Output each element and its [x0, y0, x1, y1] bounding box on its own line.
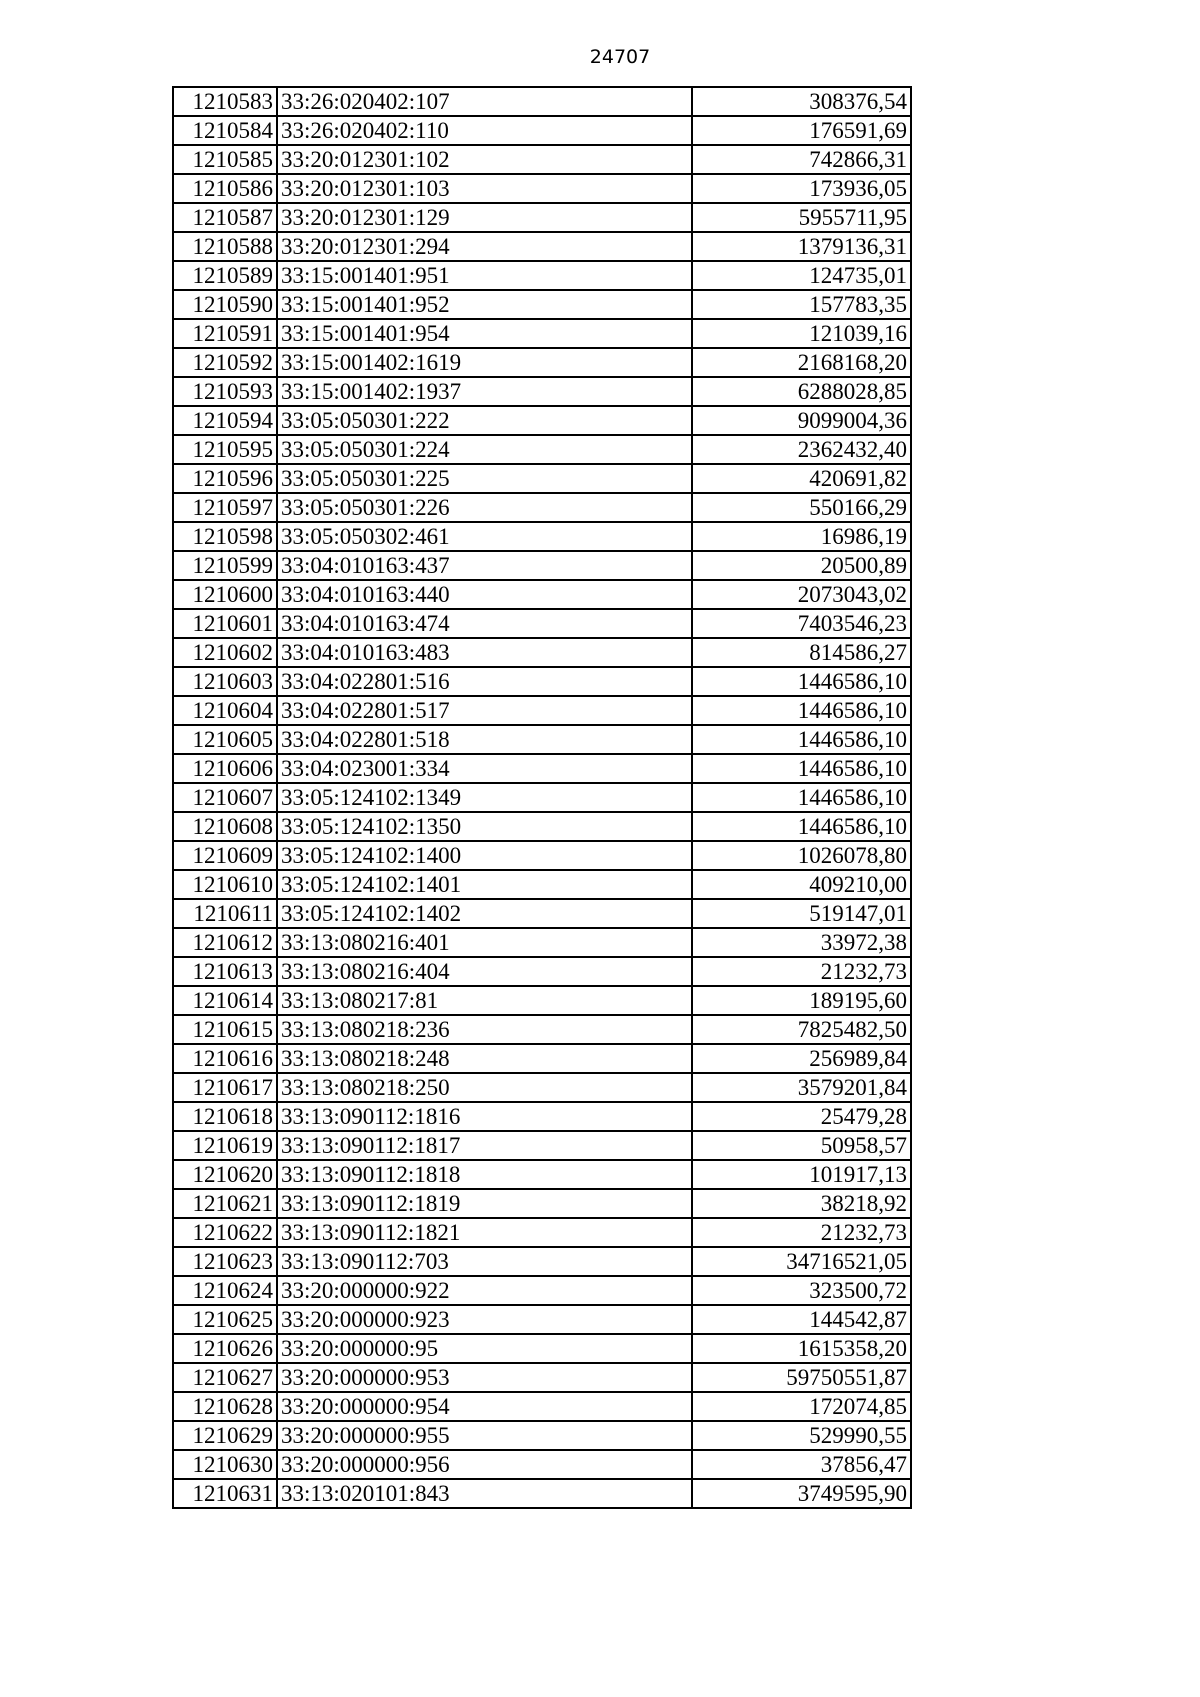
cadastral-value-cell: 173936,05: [692, 174, 911, 203]
cadastral-value-table: [172, 86, 912, 1509]
table-row: [173, 1305, 911, 1334]
table-row: [173, 1450, 911, 1479]
table-row: [173, 1363, 911, 1392]
row-id-cell: 1210625: [173, 1305, 277, 1334]
cadastral-value-cell: 2362432,40: [692, 435, 911, 464]
cadastral-value-cell: 323500,72: [692, 1276, 911, 1305]
table-row: [173, 319, 911, 348]
row-id-cell: 1210596: [173, 464, 277, 493]
cadastral-value-cell: 742866,31: [692, 145, 911, 174]
cadastral-number-cell: 33:15:001401:954: [277, 319, 692, 348]
table-row: [173, 580, 911, 609]
row-id-cell: 1210630: [173, 1450, 277, 1479]
cadastral-value-cell: 1446586,10: [692, 783, 911, 812]
cadastral-number-cell: 33:05:050301:226: [277, 493, 692, 522]
cadastral-value-cell: 21232,73: [692, 957, 911, 986]
cadastral-value-cell: 189195,60: [692, 986, 911, 1015]
cadastral-number-cell: 33:13:090112:703: [277, 1247, 692, 1276]
cadastral-number-cell: 33:13:090112:1821: [277, 1218, 692, 1247]
cadastral-value-cell: 124735,01: [692, 261, 911, 290]
cadastral-number-cell: 33:05:050301:222: [277, 406, 692, 435]
table-row: [173, 1044, 911, 1073]
cadastral-value-cell: 157783,35: [692, 290, 911, 319]
cadastral-value-cell: 7825482,50: [692, 1015, 911, 1044]
cadastral-number-cell: 33:26:020402:110: [277, 116, 692, 145]
table-row: [173, 406, 911, 435]
cadastral-number-cell: 33:13:020101:843: [277, 1479, 692, 1508]
cadastral-number-cell: 33:20:000000:954: [277, 1392, 692, 1421]
cadastral-value-cell: 420691,82: [692, 464, 911, 493]
cadastral-value-cell: 7403546,23: [692, 609, 911, 638]
cadastral-value-cell: 38218,92: [692, 1189, 911, 1218]
row-id-cell: 1210594: [173, 406, 277, 435]
table-row: [173, 522, 911, 551]
cadastral-number-cell: 33:13:080218:250: [277, 1073, 692, 1102]
table-row: [173, 870, 911, 899]
table-body: [173, 87, 911, 1508]
cadastral-value-cell: 1446586,10: [692, 667, 911, 696]
row-id-cell: 1210608: [173, 812, 277, 841]
cadastral-number-cell: 33:04:010163:474: [277, 609, 692, 638]
row-id-cell: 1210621: [173, 1189, 277, 1218]
row-id-cell: 1210602: [173, 638, 277, 667]
table-row: [173, 841, 911, 870]
table-row: [173, 174, 911, 203]
cadastral-value-cell: 21232,73: [692, 1218, 911, 1247]
row-id-cell: 1210605: [173, 725, 277, 754]
cadastral-value-cell: 1446586,10: [692, 725, 911, 754]
row-id-cell: 1210619: [173, 1131, 277, 1160]
row-id-cell: 1210600: [173, 580, 277, 609]
table-row: [173, 928, 911, 957]
table-row: [173, 1189, 911, 1218]
page-number: 24707: [589, 46, 651, 68]
cadastral-value-cell: 529990,55: [692, 1421, 911, 1450]
cadastral-value-cell: 9099004,36: [692, 406, 911, 435]
cadastral-number-cell: 33:13:080216:401: [277, 928, 692, 957]
cadastral-number-cell: 33:20:012301:129: [277, 203, 692, 232]
table-row: [173, 1334, 911, 1363]
cadastral-number-cell: 33:04:023001:334: [277, 754, 692, 783]
row-id-cell: 1210611: [173, 899, 277, 928]
row-id-cell: 1210595: [173, 435, 277, 464]
cadastral-value-cell: 1446586,10: [692, 812, 911, 841]
cadastral-value-cell: 20500,89: [692, 551, 911, 580]
cadastral-number-cell: 33:26:020402:107: [277, 87, 692, 116]
table-row: [173, 957, 911, 986]
row-id-cell: 1210616: [173, 1044, 277, 1073]
cadastral-value-cell: 1615358,20: [692, 1334, 911, 1363]
table-row: [173, 696, 911, 725]
row-id-cell: 1210585: [173, 145, 277, 174]
table-row: [173, 203, 911, 232]
row-id-cell: 1210588: [173, 232, 277, 261]
table-row: [173, 464, 911, 493]
cadastral-value-cell: 121039,16: [692, 319, 911, 348]
row-id-cell: 1210591: [173, 319, 277, 348]
cadastral-value-cell: 6288028,85: [692, 377, 911, 406]
cadastral-value-cell: 50958,57: [692, 1131, 911, 1160]
table-row: [173, 551, 911, 580]
table-row: [173, 435, 911, 464]
cadastral-value-cell: 5955711,95: [692, 203, 911, 232]
cadastral-value-cell: 1446586,10: [692, 754, 911, 783]
table-row: [173, 1247, 911, 1276]
table-row: [173, 145, 911, 174]
cadastral-number-cell: 33:04:022801:516: [277, 667, 692, 696]
row-id-cell: 1210609: [173, 841, 277, 870]
cadastral-number-cell: 33:05:050301:225: [277, 464, 692, 493]
cadastral-value-cell: 37856,47: [692, 1450, 911, 1479]
row-id-cell: 1210615: [173, 1015, 277, 1044]
cadastral-value-cell: 25479,28: [692, 1102, 911, 1131]
row-id-cell: 1210618: [173, 1102, 277, 1131]
cadastral-number-cell: 33:04:022801:517: [277, 696, 692, 725]
cadastral-value-cell: 550166,29: [692, 493, 911, 522]
row-id-cell: 1210626: [173, 1334, 277, 1363]
cadastral-number-cell: 33:13:090112:1819: [277, 1189, 692, 1218]
cadastral-value-cell: 1379136,31: [692, 232, 911, 261]
cadastral-number-cell: 33:13:080217:81: [277, 986, 692, 1015]
table-row: [173, 261, 911, 290]
cadastral-number-cell: 33:20:000000:95: [277, 1334, 692, 1363]
cadastral-value-cell: 2168168,20: [692, 348, 911, 377]
cadastral-number-cell: 33:13:080218:236: [277, 1015, 692, 1044]
table-row: [173, 232, 911, 261]
row-id-cell: 1210628: [173, 1392, 277, 1421]
row-id-cell: 1210622: [173, 1218, 277, 1247]
cadastral-number-cell: 33:05:050302:461: [277, 522, 692, 551]
cadastral-number-cell: 33:13:080218:248: [277, 1044, 692, 1073]
cadastral-value-cell: 101917,13: [692, 1160, 911, 1189]
cadastral-number-cell: 33:04:010163:483: [277, 638, 692, 667]
table-row: [173, 1131, 911, 1160]
table-row: [173, 667, 911, 696]
cadastral-number-cell: 33:15:001402:1937: [277, 377, 692, 406]
cadastral-value-cell: 3749595,90: [692, 1479, 911, 1508]
table-row: [173, 1015, 911, 1044]
cadastral-number-cell: 33:05:124102:1401: [277, 870, 692, 899]
table-row: [173, 725, 911, 754]
table-row: [173, 754, 911, 783]
cadastral-number-cell: 33:13:090112:1818: [277, 1160, 692, 1189]
table-row: [173, 87, 911, 116]
cadastral-number-cell: 33:04:022801:518: [277, 725, 692, 754]
cadastral-value-cell: 1446586,10: [692, 696, 911, 725]
cadastral-number-cell: 33:04:010163:440: [277, 580, 692, 609]
row-id-cell: 1210587: [173, 203, 277, 232]
row-id-cell: 1210627: [173, 1363, 277, 1392]
cadastral-number-cell: 33:20:000000:955: [277, 1421, 692, 1450]
row-id-cell: 1210592: [173, 348, 277, 377]
cadastral-number-cell: 33:15:001401:951: [277, 261, 692, 290]
cadastral-number-cell: 33:13:080216:404: [277, 957, 692, 986]
cadastral-number-cell: 33:20:012301:294: [277, 232, 692, 261]
row-id-cell: 1210601: [173, 609, 277, 638]
cadastral-number-cell: 33:20:000000:923: [277, 1305, 692, 1334]
cadastral-number-cell: 33:05:124102:1350: [277, 812, 692, 841]
table-row: [173, 1392, 911, 1421]
row-id-cell: 1210620: [173, 1160, 277, 1189]
row-id-cell: 1210612: [173, 928, 277, 957]
cadastral-value-cell: 308376,54: [692, 87, 911, 116]
cadastral-number-cell: 33:20:000000:922: [277, 1276, 692, 1305]
cadastral-value-cell: 1026078,80: [692, 841, 911, 870]
row-id-cell: 1210604: [173, 696, 277, 725]
row-id-cell: 1210584: [173, 116, 277, 145]
table-row: [173, 812, 911, 841]
table-row: [173, 638, 911, 667]
cadastral-number-cell: 33:05:124102:1349: [277, 783, 692, 812]
cadastral-value-cell: 3579201,84: [692, 1073, 911, 1102]
cadastral-number-cell: 33:13:090112:1817: [277, 1131, 692, 1160]
cadastral-value-cell: 59750551,87: [692, 1363, 911, 1392]
cadastral-value-cell: 256989,84: [692, 1044, 911, 1073]
table-row: [173, 1421, 911, 1450]
cadastral-value-cell: 33972,38: [692, 928, 911, 957]
table-row: [173, 1479, 911, 1508]
row-id-cell: 1210597: [173, 493, 277, 522]
table-row: [173, 783, 911, 812]
row-id-cell: 1210629: [173, 1421, 277, 1450]
cadastral-number-cell: 33:20:000000:956: [277, 1450, 692, 1479]
cadastral-number-cell: 33:05:050301:224: [277, 435, 692, 464]
cadastral-value-cell: 409210,00: [692, 870, 911, 899]
cadastral-value-cell: 814586,27: [692, 638, 911, 667]
row-id-cell: 1210631: [173, 1479, 277, 1508]
table-row: [173, 377, 911, 406]
cadastral-number-cell: 33:13:090112:1816: [277, 1102, 692, 1131]
cadastral-value-cell: 16986,19: [692, 522, 911, 551]
row-id-cell: 1210598: [173, 522, 277, 551]
row-id-cell: 1210590: [173, 290, 277, 319]
cadastral-value-cell: 519147,01: [692, 899, 911, 928]
table-row: [173, 899, 911, 928]
row-id-cell: 1210613: [173, 957, 277, 986]
cadastral-value-cell: 172074,85: [692, 1392, 911, 1421]
table-row: [173, 348, 911, 377]
cadastral-number-cell: 33:20:012301:102: [277, 145, 692, 174]
table-row: [173, 1218, 911, 1247]
table-row: [173, 1276, 911, 1305]
row-id-cell: 1210610: [173, 870, 277, 899]
table-row: [173, 1102, 911, 1131]
cadastral-value-cell: 34716521,05: [692, 1247, 911, 1276]
row-id-cell: 1210589: [173, 261, 277, 290]
row-id-cell: 1210606: [173, 754, 277, 783]
cadastral-number-cell: 33:04:010163:437: [277, 551, 692, 580]
row-id-cell: 1210603: [173, 667, 277, 696]
cadastral-number-cell: 33:15:001402:1619: [277, 348, 692, 377]
cadastral-number-cell: 33:15:001401:952: [277, 290, 692, 319]
cadastral-value-cell: 176591,69: [692, 116, 911, 145]
row-id-cell: 1210599: [173, 551, 277, 580]
table-row: [173, 290, 911, 319]
row-id-cell: 1210593: [173, 377, 277, 406]
row-id-cell: 1210586: [173, 174, 277, 203]
table-row: [173, 116, 911, 145]
cadastral-number-cell: 33:05:124102:1400: [277, 841, 692, 870]
table-row: [173, 1160, 911, 1189]
row-id-cell: 1210583: [173, 87, 277, 116]
cadastral-value-cell: 144542,87: [692, 1305, 911, 1334]
row-id-cell: 1210617: [173, 1073, 277, 1102]
table-row: [173, 609, 911, 638]
table-row: [173, 986, 911, 1015]
row-id-cell: 1210623: [173, 1247, 277, 1276]
table-row: [173, 1073, 911, 1102]
cadastral-number-cell: 33:20:012301:103: [277, 174, 692, 203]
row-id-cell: 1210614: [173, 986, 277, 1015]
row-id-cell: 1210607: [173, 783, 277, 812]
cadastral-number-cell: 33:20:000000:953: [277, 1363, 692, 1392]
table-row: [173, 493, 911, 522]
cadastral-number-cell: 33:05:124102:1402: [277, 899, 692, 928]
row-id-cell: 1210624: [173, 1276, 277, 1305]
cadastral-value-cell: 2073043,02: [692, 580, 911, 609]
